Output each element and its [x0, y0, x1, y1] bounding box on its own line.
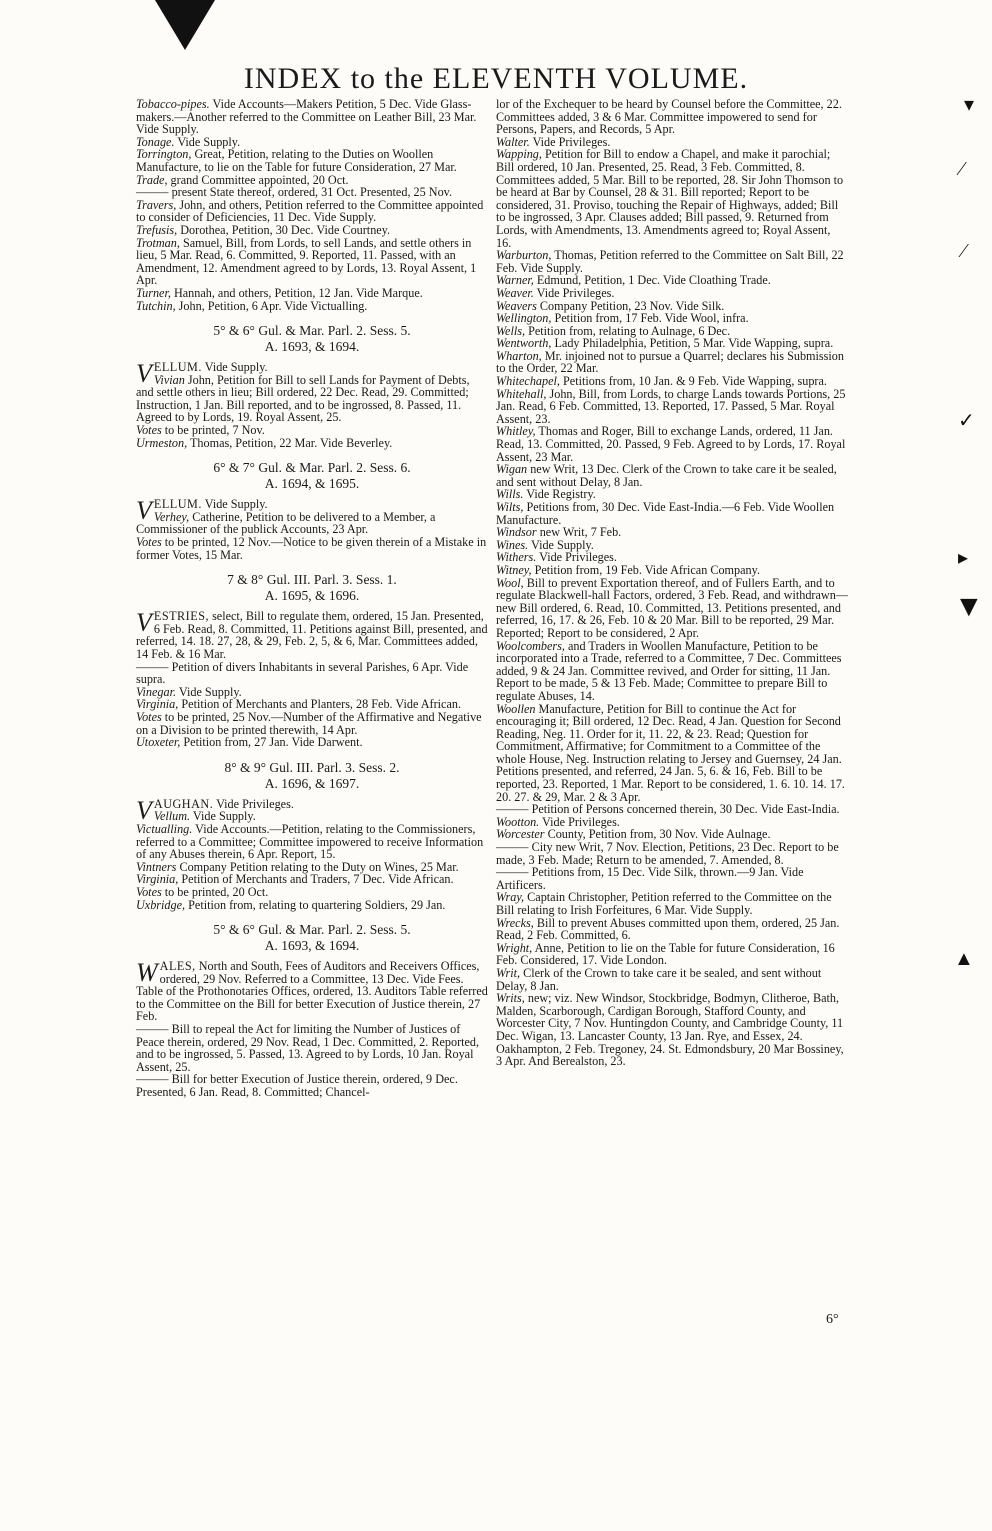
entry-head: Worcester [496, 827, 545, 842]
index-entry [136, 148, 488, 173]
index-entry [136, 1073, 488, 1098]
index-entry [136, 960, 488, 1023]
index-entry [136, 237, 488, 287]
entry-text: present State thereof, ordered, 31 Oct. Presented, 25 Nov. [168, 185, 453, 200]
section-session: 5° & 6° Gul. & Mar. Parl. 2. Sess. 5. [213, 323, 411, 339]
entry-text: Petition from, 27 Jan. Vide Darwent. [180, 735, 363, 750]
entry-head: ——— [136, 1072, 169, 1087]
entry-head: Urmeston, [136, 435, 188, 450]
entry-text: John, Petition, 6 Apr. Vide Victualling. [175, 298, 368, 313]
entry-head: Wootton. [496, 814, 540, 829]
entry-text: Petitions from, 10 Jan. & 9 Feb. Vide Wapping, supra. [559, 374, 827, 389]
entry-text: Thomas, Petition, 22 Mar. Vide Beverley. [187, 435, 393, 450]
index-entry [136, 610, 488, 660]
index-entry [496, 98, 848, 136]
margin-mark: ▾ [964, 94, 975, 116]
entry-text: to be printed, 7 Nov. [161, 423, 265, 438]
entry-head: Wray, [496, 890, 525, 905]
index-entry [136, 736, 488, 749]
entry-text: new; viz. New Windsor, Stockbridge, Bodmyn, Clitheroe, Bath, Malden, Scarborough, Cardigan Borough, Stafford County, and Worcester City, 7 Nov. Huntingdon County, and Cambridge County, 11 Dec. Wigan, 13. Lancaster County, 13 Jan. Rye, and Essex, 24. Oakhampton, 2 Feb. Tregoney, 24. St. Edmondsbury, 20 Mar Bossiney, 3 Apr. And Berealston, 23. [496, 991, 844, 1069]
margin-mark: ⁄ [960, 158, 964, 180]
entry-head: Votes [136, 423, 162, 438]
entry-head: Wentworth, [496, 336, 552, 351]
entry-text: new Writ, 13 Dec. Clerk of the Crown to take care it be sealed, and sent without Delay, 8 Jan. [496, 462, 837, 489]
entry-head: Wapping, [496, 147, 542, 162]
entry-head: Whitehall, [496, 386, 547, 401]
index-entry [496, 388, 848, 426]
entry-text: Bill to repeal the Act for limiting the Number of Justices of Peace therein, ordered, 29 Nov. Read, 1 Dec. Committed, 2. Reported, and to be ingrossed, 5. Passed, 13. Agreed to by Lords, 10 Jan. Royal Assent, 25. [136, 1022, 480, 1074]
section-heading [136, 460, 488, 492]
entry-head: Woollen [496, 701, 536, 716]
entry-text: Bill to prevent Abuses committed upon them, ordered, 25 Jan. Read, 2 Feb. Committed, 6. [496, 915, 840, 943]
index-entry [496, 967, 848, 992]
section-heading [136, 572, 488, 604]
entry-head: Virginia, [136, 872, 179, 887]
right-column [496, 98, 848, 1068]
index-entry [136, 711, 488, 736]
index-entry [496, 640, 848, 703]
index-entry [136, 98, 488, 136]
entry-head: Vivian [153, 372, 185, 387]
index-entry [496, 942, 848, 967]
index-entry [136, 536, 488, 561]
entry-text: Petition of Merchants and Traders, 7 Dec. Vide African. [178, 872, 454, 887]
entry-text: Bill to prevent Exportation thereof, and of Fullers Earth, and to regulate Blackwell-hall Factors, ordered, 3 Feb. Read, and withdrawn—new Bill ordered, 6. Read, 10. Committed, 13. Petitions presented, and referred, 16, 17. & 26, Feb. 10 & 20 Mar. Bill to be reported, 29 Mar. Reported; Report to be considered, 2 Apr. [496, 575, 848, 640]
entry-head: ELLUM. [153, 360, 202, 375]
entry-text: Vide Privileges. [539, 814, 620, 829]
entry-head: Tobacco-pipes. [136, 97, 210, 111]
drop-cap: V [136, 359, 152, 389]
entry-head: Travers, [136, 197, 177, 212]
entry-text: Vide Privileges. [529, 134, 611, 149]
page-title: INDEX to the ELEVENTH VOLUME. [243, 62, 749, 95]
entry-head: Turner, [136, 285, 171, 300]
entry-head: ——— [496, 840, 529, 855]
drop-cap: W [136, 958, 158, 988]
entry-head: Tonage. [136, 134, 175, 149]
section-session: 8° & 9° Gul. III. Parl. 3. Sess. 2. [224, 759, 400, 775]
index-entry [136, 899, 488, 912]
entry-text: Vide Registry. [523, 487, 596, 502]
entry-head: ——— [496, 802, 529, 817]
entry-text: Petition from, 19 Feb. Vide African Company. [531, 562, 760, 577]
entry-text: Petition for Bill to endow a Chapel, and make it parochial; Bill ordered, 10 Jan. Presented, 25. Read, 3 Feb. Committed, 8. Committees added, 5 Mar. Bill to be reported, 28. Sir John Thomson to be heard at Bar by Counsel, 28 & 31. Bill reported; Report to be considered, 31. Proviso, touching the Repair of Highways, added; Bill to be ingrossed, 3 Apr. Clauses added; Bill passed, 9. Returned from Lords, with Amendments, 13. Amendments agreed to; Royal Assent, 16. [496, 147, 844, 250]
entry-text: Edmund, Petition, 1 Dec. Vide Cloathing Trade. [533, 273, 771, 288]
entry-text: Vide Supply. [176, 684, 242, 699]
entry-head: AUGHAN. [153, 796, 214, 811]
index-entry [496, 992, 848, 1068]
index-entry [496, 249, 848, 274]
index-entry [496, 703, 848, 804]
entry-head: Victualling. [136, 821, 193, 836]
entry-text: Captain Christopher, Petition referred to the Committee on the Bill relating to Irish Forfeitures, 6 Mar. Vide Supply. [496, 890, 832, 917]
drop-cap: V [136, 795, 152, 825]
entry-head: Warner, [496, 273, 534, 288]
margin-mark: ▼ [954, 590, 984, 623]
entry-text: Vide Supply. [201, 497, 268, 512]
entry-head: Walter. [496, 134, 530, 149]
section-heading [136, 323, 488, 355]
entry-text: Petition of Merchants and Planters, 28 Feb. Vide African. [178, 697, 462, 712]
entry-head: Writs, [496, 991, 525, 1006]
entry-head: ELLUM. [153, 497, 202, 512]
entry-head: Wills. [496, 487, 524, 502]
entry-head: Weaver. [496, 285, 534, 300]
entry-text: John, Bill, from Lords, to charge Lands towards Portions, 25 Jan. Read, 6 Feb. Committed, 13. Reported, 17. Passed, 5 Mar. Royal Assent, 23. [496, 386, 846, 426]
entry-text: Company Petition relating to the Duty on Wines, 25 Mar. [176, 859, 459, 874]
drop-cap: V [136, 496, 152, 526]
left-column [136, 98, 488, 1099]
index-entry [496, 841, 848, 866]
margin-mark: ✓ [958, 410, 975, 432]
entry-head: Whitechapel, [496, 374, 560, 389]
entry-text: North and South, Fees of Auditors and Receivers Offices, ordered, 29 Nov. Referred to a Committee, 13 Dec. Vide Fees. Table of the Prothonotaries Offices, ordered, 13. Auditors Table referred to the Committee on the Bill for better Execution of Justice therein, 27 Feb. [136, 959, 488, 1024]
entry-text: Great, Petition, relating to the Duties on Woollen Manufacture, to lie on the Table for future Consideration, 27 Mar. [136, 147, 457, 174]
entry-text: County, Petition from, 30 Nov. Vide Aulnage. [544, 827, 771, 842]
entry-head: Wells, [496, 323, 526, 338]
entry-head: ALES, [159, 959, 196, 974]
entry-text: lor of the Exchequer to be heard by Counsel before the Committee, 22. Committees added, 3 & 6 Mar. Committee impowered to send for Persons, Papers, and Records, 5 Apr. [496, 97, 842, 137]
entry-text: John, Petition for Bill to sell Lands for Payment of Debts, and settle others in lieu; Bill ordered, 22 Dec. Read, 29. Committed; Instruction, 1 Jan. Bill reported, and to be ingrossed, 8. Passed, 11. Agreed to by Lords, 19. Royal Assent, 25. [136, 372, 470, 425]
margin-mark: ▸ [958, 547, 969, 569]
entry-head: Verhey, [153, 509, 190, 524]
entry-head: Wrecks, [496, 915, 534, 930]
entry-head: Warburton, [496, 248, 552, 263]
index-entry [496, 148, 848, 249]
entry-head: ——— [136, 185, 169, 200]
section-heading [136, 922, 488, 954]
section-session: 6° & 7° Gul. & Mar. Parl. 2. Sess. 6. [213, 460, 411, 476]
section-heading [136, 760, 488, 792]
entry-text: Petition from, relating to quartering Soldiers, 29 Jan. [185, 897, 446, 912]
entry-head: Vintners [136, 859, 177, 874]
entry-head: Wool, [496, 575, 524, 590]
entry-head: Wigan [496, 462, 528, 477]
entry-text: Vide Privileges. [533, 285, 615, 300]
entry-head: Woolcombers, [496, 638, 565, 653]
entry-head: Withers. [496, 550, 537, 565]
entry-head: ——— [136, 1022, 169, 1037]
entry-text: Dorothea, Petition, 30 Dec. Vide Courtney. [177, 222, 391, 237]
index-entry [136, 300, 488, 313]
section-session: 7 & 8° Gul. III. Parl. 3. Sess. 1. [227, 572, 397, 588]
entry-head: ——— [496, 865, 529, 880]
entry-text: Petition from, 17 Feb. Vide Wool, infra. [551, 311, 749, 326]
entry-text: Company Petition, 23 Nov. Vide Silk. [536, 298, 725, 313]
entry-head: Votes [136, 709, 162, 724]
entry-head: Tutchin, [136, 298, 176, 313]
entry-text: Petition of Persons concerned therein, 30 Dec. Vide East-India. [528, 802, 840, 817]
entry-text: Thomas, Petition referred to the Committee on Salt Bill, 22 Feb. Vide Supply. [496, 248, 844, 275]
entry-head: Trefusis, [136, 222, 178, 237]
entry-head: Utoxeter, [136, 735, 181, 750]
index-entry [496, 425, 848, 463]
index-entry [136, 199, 488, 224]
entry-text: Vide Supply. [201, 360, 268, 375]
entry-head: Wellington, [496, 311, 552, 326]
entry-head: Wharton, [496, 348, 542, 363]
index-entry [496, 463, 848, 488]
entry-text: Vide Supply. [528, 537, 594, 552]
entry-text: Petition from, relating to Aulnage, 6 Dec. [525, 323, 731, 338]
entry-head: Vellum. [153, 809, 191, 824]
entry-head: Wines. [496, 537, 529, 552]
margin-marks [940, 0, 992, 1531]
entry-text: and Traders in Woollen Manufacture, Petition to be incorporated into a Trade, referred to a Committee, 7 Dec. Committees added, 9 & 24 Jan. Committee revived, and Order for sitting, 11 Jan. Report to be made, 5 & 13 Feb. Made; Committee to prepare Bill to regulate Abuses, 14. [496, 638, 842, 703]
drop-cap: V [136, 608, 152, 638]
entry-head: ESTRIES, [153, 609, 210, 624]
margin-mark: ▲ [954, 948, 974, 970]
entry-text: Vide Accounts.—Petition, relating to the Commissioners, referred to a Committee; Committee impowered to receive Information of any Abuses therein, 6 Apr. Report, 15. [136, 821, 484, 862]
entry-text: to be printed, 20 Oct. [161, 884, 269, 899]
entry-text: Vide Privileges. [536, 550, 617, 565]
index-entry [136, 374, 488, 424]
index-entry [496, 866, 848, 891]
entry-text: select, Bill to regulate them, ordered, 15 Jan. Presented, 6 Feb. Read, 8. Committed, 11. Petitions against Bill, presented, and referred, 14. 18. 27, 28, & 29, Feb. 2, 5, & 6, Mar. Committees added, 14 Feb. & 16 Mar. [136, 609, 488, 661]
entry-head: Whitley, [496, 424, 536, 439]
entry-text: Petitions from, 15 Dec. Vide Silk, thrown.—9 Jan. Vide Artificers. [496, 865, 804, 892]
entry-text: Vide Privileges. [213, 796, 294, 811]
section-year: A. 1695, & 1696. [264, 588, 360, 604]
entry-head: Weavers [496, 298, 537, 313]
entry-head: Trade, [136, 172, 168, 187]
entry-text: Vide Accounts—Makers Petition, 5 Dec. Vide Glass-makers.—Another referred to the Committee on Leather Bill, 23 Mar. Vide Supply. [136, 97, 477, 137]
entry-text: John, and others, Petition referred to the Committee appointed to consider of Deficiencies, 11 Dec. Vide Supply. [136, 197, 484, 225]
index-entry [496, 501, 848, 526]
entry-head: Writ, [496, 965, 521, 980]
section-session: 5° & 6° Gul. & Mar. Parl. 2. Sess. 5. [213, 922, 411, 938]
index-entry [496, 577, 848, 640]
entry-head: ——— [136, 659, 169, 674]
entry-text: new Writ, 7 Feb. [536, 525, 622, 540]
entry-head: Vinegar. [136, 684, 177, 699]
entry-head: Torrington, [136, 147, 192, 162]
entry-head: Votes [136, 884, 162, 899]
entry-text: to be printed, 12 Nov.—Notice to be given therein of a Mistake in former Votes, 15 Mar. [136, 535, 487, 562]
index-entry [496, 917, 848, 942]
entry-text: Lady Philadelphia, Petition, 5 Mar. Vide Wapping, supra. [551, 336, 834, 351]
index-entry [136, 437, 488, 450]
index-entry [496, 891, 848, 916]
entry-text: Samuel, Bill, from Lords, to sell Lands, and settle others in lieu, 5 Mar. Read, 6. Committed, 9. Reported, 11. Passed, with an Amendment, 12. Amendment agreed to by Lords, 13. Royal Assent, 1 Apr. [136, 235, 477, 288]
entry-head: Wright, [496, 940, 533, 955]
entry-head: Votes [136, 535, 162, 550]
entry-text: Bill for better Execution of Justice therein, ordered, 9 Dec. Presented, 6 Jan. Read, 8. Committed; Chancel- [136, 1072, 458, 1100]
page-number: 6° [826, 1312, 839, 1327]
section-year: A. 1693, & 1694. [264, 339, 360, 355]
index-entry [136, 661, 488, 686]
entry-text: grand Committee appointed, 20 Oct. [167, 172, 349, 187]
entry-text: Anne, Petition to lie on the Table for future Consideration, 16 Feb. Considered, 17. Vide London. [496, 940, 835, 968]
entry-text: to be printed, 25 Nov.—Number of the Affirmative and Negative on a Division to be printed therewith, 14 Apr. [136, 709, 482, 737]
entry-head: Wilts, [496, 500, 524, 514]
entry-text: Clerk of the Crown to take care it be sealed, and sent without Delay, 8 Jan. [496, 965, 822, 993]
entry-text: Petition of divers Inhabitants in several Parishes, 6 Apr. Vide supra. [136, 659, 469, 687]
entry-head: Windsor [496, 525, 537, 540]
margin-mark: ⁄ [962, 240, 966, 262]
index-entry [136, 823, 488, 861]
entry-text: Vide Supply. [190, 809, 256, 824]
index-entry [136, 1023, 488, 1073]
entry-head: Virginia, [136, 697, 179, 712]
entry-head: Uxbridge, [136, 897, 186, 912]
entry-text: Hannah, and others, Petition, 12 Jan. Vide Marque. [170, 285, 423, 300]
entry-head: Trotman, [136, 235, 180, 250]
index-entry [496, 350, 848, 375]
corner-mark [155, 0, 215, 50]
section-year: A. 1696, & 1697. [264, 775, 360, 791]
section-year: A. 1693, & 1694. [264, 938, 360, 954]
entry-text: Petitions from, 30 Dec. Vide East-India.—6 Feb. Vide Woollen Manufacture. [496, 500, 835, 527]
entry-text: Mr. injoined not to pursue a Quarrel; declares his Submission to the Order, 22 Mar. [496, 348, 844, 376]
entry-text: Catherine, Petition to be delivered to a Member, a Commissioner of the publick Accounts, 23 Apr. [136, 509, 436, 537]
entry-text: Vide Supply. [174, 134, 241, 149]
entry-text: Thomas and Roger, Bill to exchange Lands, ordered, 11 Jan. Read, 13. Committed, 20. Passed, 9 Feb. Agreed to by Lords, 17. Royal Assent, 23 Mar. [496, 424, 846, 464]
entry-head: Witney, [496, 562, 532, 577]
entry-text: Manufacture, Petition for Bill to continue the Act for encouraging it; Bill ordered, 12 Dec. Read, 4 Jan. Question for Second Reading, Neg. 11. Order for it, 11. 22, & 23. Read; Question for Commitment, Affirmative; for Commitment to a Committee of the whole House, Neg. Instruction relating to Jersey and Guernsey, 24 Jan. Petitions presented, and referred, 24 Jan. 5, 6. & 16, Feb. Bill to be reported, 23. Reported, 1 Mar. Report to be considered, 1. 6. 10. 14. 17. 20. 27. & 29, Mar. 2 & 3 Apr. [496, 701, 845, 804]
section-year: A. 1694, & 1695. [264, 476, 360, 492]
index-entry [136, 511, 488, 536]
entry-text: City new Writ, 7 Nov. Election, Petitions, 23 Dec. Report to be made, 3 Feb. Made; Return to be amended, 7. Amended, 8. [496, 840, 839, 867]
